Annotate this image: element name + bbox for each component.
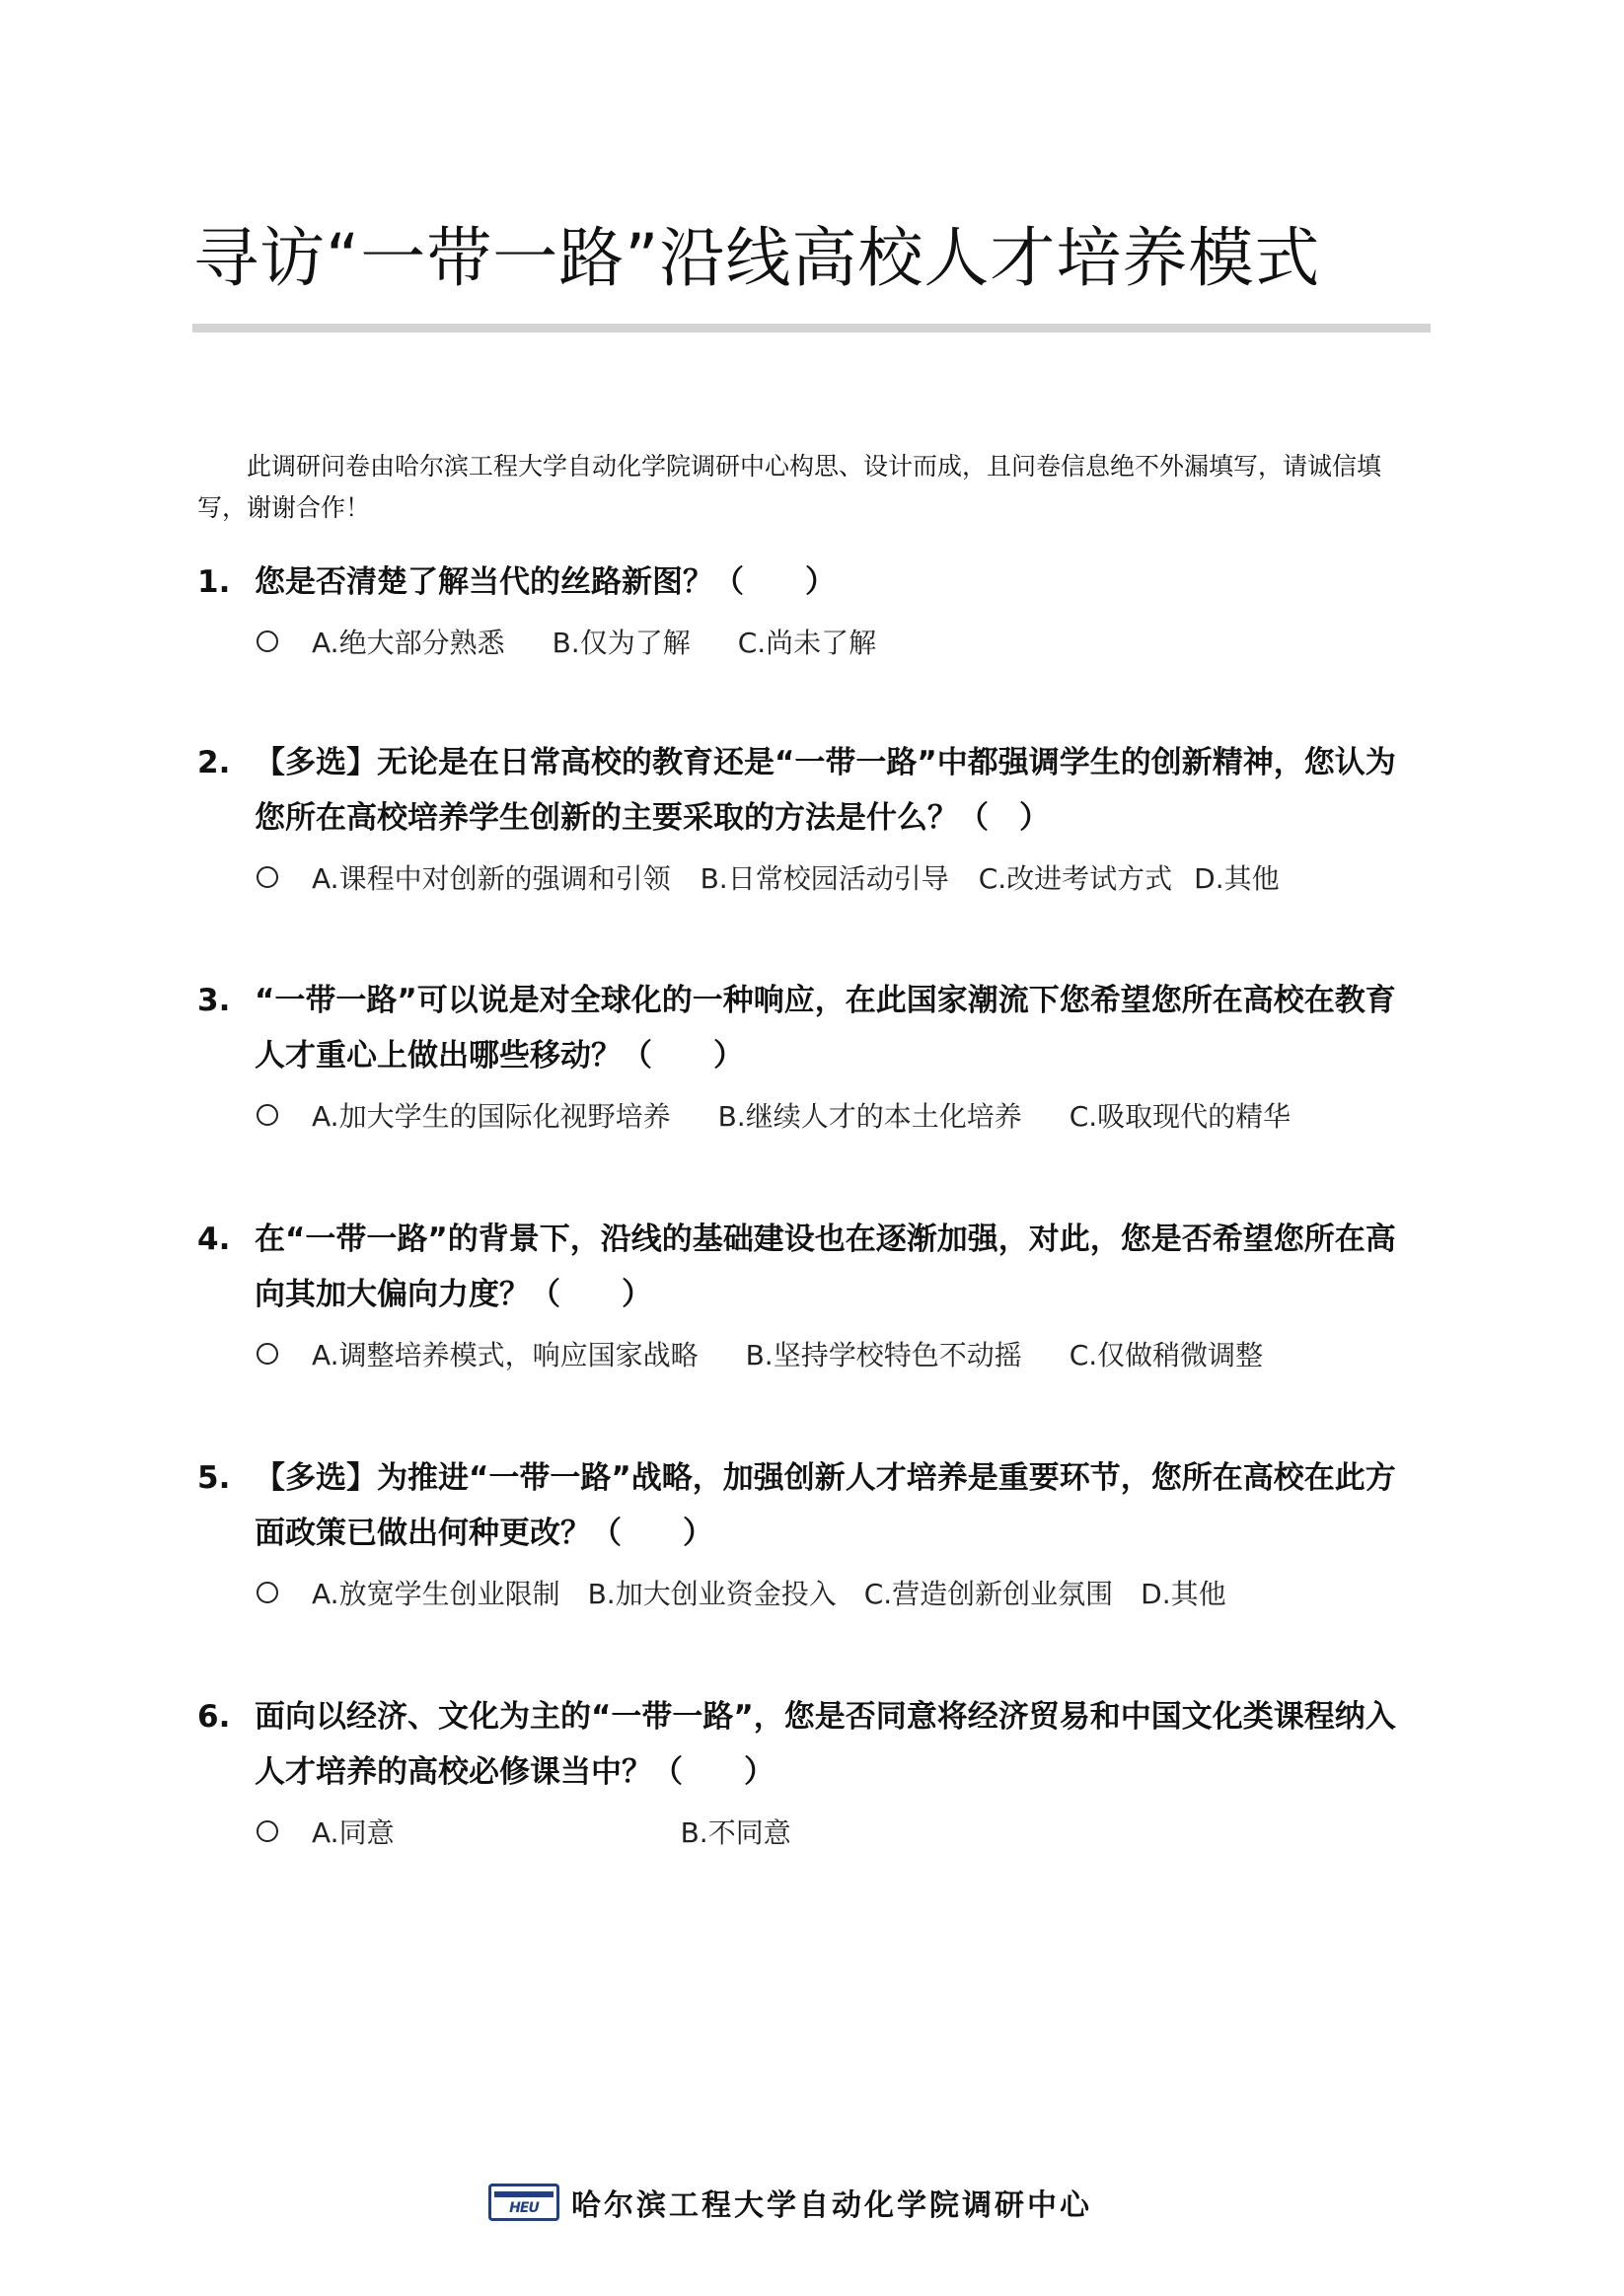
question-text: 面向以经济、文化为主的“一带一路”，您是否同意将经济贸易和中国文化类课程纳入人才培养的高校必修课当中？（ ） — [255, 1699, 1396, 1790]
title-divider — [192, 324, 1431, 333]
option[interactable]: B.不同意 — [680, 1816, 791, 1849]
question-number: 4. — [197, 1222, 231, 1257]
question-3 — [197, 973, 1431, 1135]
radio-circle-icon[interactable] — [257, 1104, 278, 1126]
page-title: 寻访“一带一路”沿线高校人才培养模式 — [193, 220, 1321, 296]
option[interactable]: D.其他 — [1141, 1578, 1226, 1610]
options-row — [257, 1812, 1431, 1851]
option[interactable]: A.课程中对创新的强调和引领 — [312, 862, 671, 895]
question-2 — [197, 735, 1431, 897]
options-row — [257, 1095, 1431, 1135]
footer-text: 哈尔滨工程大学自动化学院调研中心 — [571, 2188, 1092, 2223]
options-row — [257, 622, 1431, 661]
question-number: 6. — [197, 1699, 231, 1735]
radio-circle-icon[interactable] — [257, 1582, 278, 1603]
question-4 — [197, 1212, 1431, 1373]
options-row — [257, 857, 1431, 897]
question-text: 【多选】无论是在日常高校的教育还是“一带一路”中都强调学生的创新精神，您认为您所在高校培养学生创新的主要采取的方法是什么？（ ） — [255, 745, 1396, 836]
option[interactable]: C.营造创新创业氛围 — [863, 1578, 1114, 1610]
university-logo-icon: HEU — [488, 2184, 559, 2221]
option[interactable]: A.调整培养模式，响应国家战略 — [312, 1339, 699, 1371]
radio-circle-icon[interactable] — [257, 1343, 278, 1365]
question-number: 1. — [197, 564, 231, 600]
option[interactable]: A.加大学生的国际化视野培养 — [312, 1100, 671, 1133]
question-number: 2. — [197, 745, 231, 780]
option[interactable]: B.日常校园活动引导 — [700, 862, 949, 895]
option[interactable]: A.绝大部分熟悉 — [312, 627, 505, 659]
option[interactable]: C.仅做稍微调整 — [1069, 1339, 1264, 1371]
option[interactable]: C.尚未了解 — [737, 627, 877, 659]
question-5 — [197, 1450, 1431, 1612]
option[interactable]: B.加大创业资金投入 — [587, 1578, 837, 1610]
option[interactable]: C.改进考试方式 — [978, 862, 1173, 895]
question-number: 5. — [197, 1460, 231, 1496]
options-row — [257, 1334, 1431, 1373]
option[interactable]: A.放宽学生创业限制 — [312, 1578, 560, 1610]
radio-circle-icon[interactable] — [257, 630, 278, 652]
radio-circle-icon[interactable] — [257, 866, 278, 888]
radio-circle-icon[interactable] — [257, 1820, 278, 1842]
option[interactable]: A.同意 — [312, 1816, 395, 1849]
option[interactable]: B.仅为了解 — [552, 627, 691, 659]
intro-paragraph: 此调研问卷由哈尔滨工程大学自动化学院调研中心构思、设计而成，且问卷信息绝不外漏填写，请诚信填写，谢谢合作！ — [197, 452, 1382, 522]
question-text: 在“一带一路”的背景下，沿线的基础建设也在逐渐加强，对此，您是否希望您所在高向其加大偏向力度？（ ） — [255, 1222, 1396, 1312]
question-text: 您是否清楚了解当代的丝路新图？（ ） — [255, 564, 836, 600]
option[interactable]: C.吸取现代的精华 — [1069, 1100, 1292, 1133]
page-footer — [488, 2181, 1092, 2224]
question-text: 【多选】为推进“一带一路”战略，加强创新人才培养是重要环节，您所在高校在此方面政策已做出何种更改？（ ） — [255, 1460, 1396, 1551]
option[interactable]: B.继续人才的本土化培养 — [717, 1100, 1022, 1133]
options-row — [257, 1573, 1431, 1612]
option[interactable]: D.其他 — [1194, 862, 1280, 895]
question-6 — [197, 1689, 1431, 1851]
question-number: 3. — [197, 983, 231, 1018]
option[interactable]: B.坚持学校特色不动摇 — [745, 1339, 1022, 1371]
question-text: “一带一路”可以说是对全球化的一种响应，在此国家潮流下您希望您所在高校在教育人才重心上做出哪些移动？（ ） — [255, 983, 1396, 1074]
question-1 — [197, 555, 1431, 661]
